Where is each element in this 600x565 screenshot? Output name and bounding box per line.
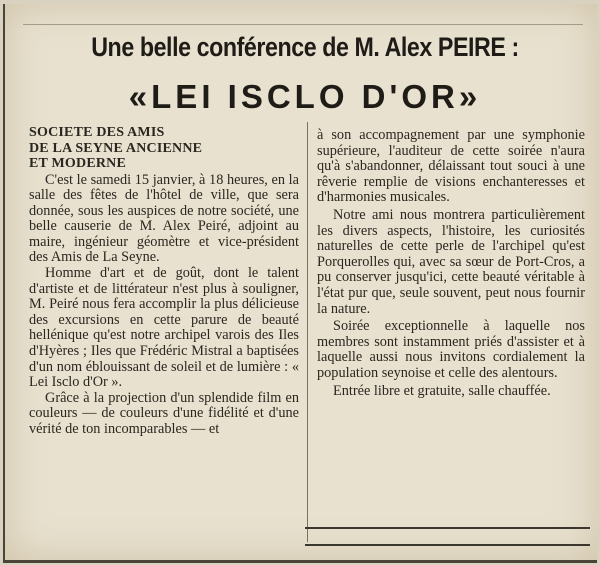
section-heading-line-2: DE LA SEYNE ANCIENNE <box>29 140 203 156</box>
article-paragraph: Entrée libre et gratuite, salle chauffée. <box>333 382 551 399</box>
article-paragraph: C'est le samedi 15 janvier, à 18 heures, en la salle des fêtes de l'hôtel de ville, que sera donnée, sous les auspices de notre société, une belle causerie de M. Alex Peiré, adjoint au maire, ingénieur géomètre et vice-président des Amis de La Seyne. <box>29 171 299 266</box>
closing-rule-1 <box>305 527 590 529</box>
article-paragraph: Homme d'art et de goût, dont le talent d'artiste et de littérateur n'est plus à souligner, M. Peiré nous fera accomplir la plus délicieuse des excursions en cette parure de beauté hellénique qu'est notre archipel varois des Iles d'Hyères ; Iles que Frédéric Mistral a baptisées d'un nom éblouissant de soleil et de lumière : « Lei Isclo d'Or ». <box>29 265 299 391</box>
headline-line-2: «LEI ISCLO D'OR» <box>128 78 482 115</box>
headline-line-1: Une belle conférence de M. Alex PEIRE : <box>91 32 519 62</box>
section-heading-line-3: ET MODERNE <box>29 156 127 171</box>
column-divider <box>307 122 308 542</box>
top-rule <box>23 24 583 25</box>
section-heading-line-1: SOCIETE DES AMIS <box>29 125 165 140</box>
article-paragraph: à son accompagnement par une symphonie supérieure, l'auditeur de cette soirée n'aura qu'à s'abandonner, délaissant tout souci à une rêverie remplie de visions enchanteresses et d'harmonies musicales. <box>317 127 585 206</box>
article-column-2 <box>317 128 585 399</box>
newspaper-clipping <box>3 4 597 563</box>
article-paragraph: Soirée exceptionnelle à laquelle nos membres sont instamment priés d'assister et à laquelle aussi nous invitons cordialement la population seynoise et celle des alentours. <box>317 318 585 381</box>
closing-rule-2 <box>305 544 590 546</box>
article-paragraph: Grâce à la projection d'un splendide film en couleurs — de couleurs d'une fidélité et d'une vérité de ton incomparables — et <box>29 389 299 437</box>
article-paragraph: Notre ami nous montrera particulièrement les divers aspects, l'histoire, les curiosités naturelles de cette perle de l'archipel qu'est Porquerolles qui, avec sa sœur de Port-Cros, a pu conserver jusqu'ici, cette beauté véritable à l'état pur que, seule souvent, peut nous fournir la nature. <box>317 206 585 317</box>
article-column-1 <box>29 126 299 438</box>
